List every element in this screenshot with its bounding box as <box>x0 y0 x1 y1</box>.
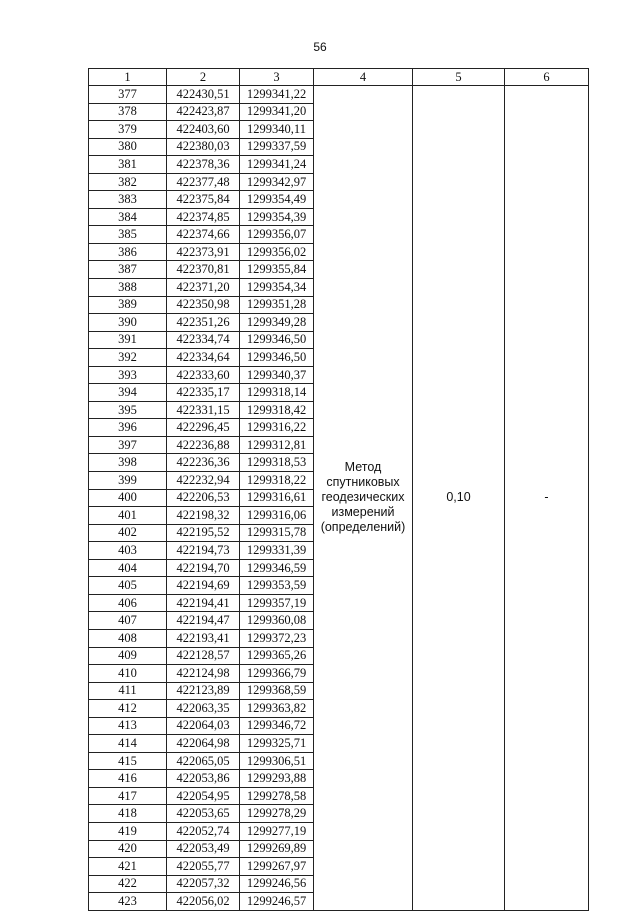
x-coordinate-cell: 422430,51 <box>167 86 240 104</box>
y-coordinate-cell: 1299316,22 <box>240 419 314 437</box>
extra-info-cell: - <box>505 86 589 911</box>
y-coordinate-cell: 1299269,89 <box>240 840 314 858</box>
point-number-cell: 405 <box>89 577 167 595</box>
point-number-cell: 395 <box>89 401 167 419</box>
x-coordinate-cell: 422194,69 <box>167 577 240 595</box>
point-number-cell: 423 <box>89 893 167 911</box>
header-col-4: 4 <box>314 69 413 86</box>
x-coordinate-cell: 422123,89 <box>167 682 240 700</box>
point-number-cell: 393 <box>89 366 167 384</box>
header-col-3: 3 <box>240 69 314 86</box>
y-coordinate-cell: 1299354,34 <box>240 279 314 297</box>
x-coordinate-cell: 422194,41 <box>167 594 240 612</box>
point-number-cell: 380 <box>89 138 167 156</box>
y-coordinate-cell: 1299365,26 <box>240 647 314 665</box>
y-coordinate-cell: 1299355,84 <box>240 261 314 279</box>
point-number-cell: 396 <box>89 419 167 437</box>
point-number-cell: 389 <box>89 296 167 314</box>
x-coordinate-cell: 422371,20 <box>167 279 240 297</box>
y-coordinate-cell: 1299372,23 <box>240 629 314 647</box>
x-coordinate-cell: 422124,98 <box>167 665 240 683</box>
x-coordinate-cell: 422374,85 <box>167 208 240 226</box>
method-text-line: измерений <box>331 505 395 520</box>
x-coordinate-cell: 422380,03 <box>167 138 240 156</box>
x-coordinate-cell: 422053,49 <box>167 840 240 858</box>
method-text-line: (определений) <box>320 520 406 535</box>
y-coordinate-cell: 1299318,53 <box>240 454 314 472</box>
x-coordinate-cell: 422053,65 <box>167 805 240 823</box>
y-coordinate-cell: 1299277,19 <box>240 822 314 840</box>
y-coordinate-cell: 1299340,11 <box>240 121 314 139</box>
point-number-cell: 383 <box>89 191 167 209</box>
y-coordinate-cell: 1299346,50 <box>240 349 314 367</box>
point-number-cell: 406 <box>89 594 167 612</box>
method-text-line: Метод <box>344 460 382 475</box>
x-coordinate-cell: 422370,81 <box>167 261 240 279</box>
x-coordinate-cell: 422378,36 <box>167 156 240 174</box>
table-header-row <box>89 69 589 86</box>
header-col-2: 2 <box>167 69 240 86</box>
x-coordinate-cell: 422334,74 <box>167 331 240 349</box>
y-coordinate-cell: 1299318,14 <box>240 384 314 402</box>
point-number-cell: 411 <box>89 682 167 700</box>
page-number: 56 <box>313 40 327 54</box>
point-number-cell: 404 <box>89 559 167 577</box>
x-coordinate-cell: 422198,32 <box>167 507 240 525</box>
y-coordinate-cell: 1299318,22 <box>240 472 314 490</box>
y-coordinate-cell: 1299354,39 <box>240 208 314 226</box>
method-text-line: геодезических <box>321 490 405 505</box>
x-coordinate-cell: 422194,70 <box>167 559 240 577</box>
y-coordinate-cell: 1299246,56 <box>240 875 314 893</box>
y-coordinate-cell: 1299341,24 <box>240 156 314 174</box>
x-coordinate-cell: 422351,26 <box>167 314 240 332</box>
x-coordinate-cell: 422403,60 <box>167 121 240 139</box>
y-coordinate-cell: 1299366,79 <box>240 665 314 683</box>
x-coordinate-cell: 422128,57 <box>167 647 240 665</box>
y-coordinate-cell: 1299353,59 <box>240 577 314 595</box>
method-text-line: спутниковых <box>326 475 400 490</box>
point-number-cell: 394 <box>89 384 167 402</box>
header-col-6: 6 <box>505 69 589 86</box>
y-coordinate-cell: 1299346,50 <box>240 331 314 349</box>
y-coordinate-cell: 1299349,28 <box>240 314 314 332</box>
x-coordinate-cell: 422333,60 <box>167 366 240 384</box>
y-coordinate-cell: 1299357,19 <box>240 594 314 612</box>
x-coordinate-cell: 422052,74 <box>167 822 240 840</box>
point-number-cell: 417 <box>89 787 167 805</box>
x-coordinate-cell: 422065,05 <box>167 752 240 770</box>
y-coordinate-cell: 1299340,37 <box>240 366 314 384</box>
point-number-cell: 381 <box>89 156 167 174</box>
y-coordinate-cell: 1299354,49 <box>240 191 314 209</box>
point-number-cell: 421 <box>89 858 167 876</box>
x-coordinate-cell: 422057,32 <box>167 875 240 893</box>
x-coordinate-cell: 422193,41 <box>167 629 240 647</box>
header-col-5: 5 <box>413 69 505 86</box>
x-coordinate-cell: 422236,36 <box>167 454 240 472</box>
x-coordinate-cell: 422236,88 <box>167 436 240 454</box>
point-number-cell: 408 <box>89 629 167 647</box>
y-coordinate-cell: 1299312,81 <box>240 436 314 454</box>
method-cell <box>314 86 413 911</box>
point-number-cell: 414 <box>89 735 167 753</box>
y-coordinate-cell: 1299316,06 <box>240 507 314 525</box>
y-coordinate-cell: 1299316,61 <box>240 489 314 507</box>
x-coordinate-cell: 422194,73 <box>167 542 240 560</box>
accuracy-cell: 0,10 <box>413 86 505 911</box>
x-coordinate-cell: 422423,87 <box>167 103 240 121</box>
point-number-cell: 407 <box>89 612 167 630</box>
y-coordinate-cell: 1299342,97 <box>240 173 314 191</box>
y-coordinate-cell: 1299278,58 <box>240 787 314 805</box>
point-number-cell: 385 <box>89 226 167 244</box>
y-coordinate-cell: 1299356,07 <box>240 226 314 244</box>
y-coordinate-cell: 1299315,78 <box>240 524 314 542</box>
point-number-cell: 415 <box>89 752 167 770</box>
x-coordinate-cell: 422053,86 <box>167 770 240 788</box>
point-number-cell: 391 <box>89 331 167 349</box>
point-number-cell: 418 <box>89 805 167 823</box>
point-number-cell: 401 <box>89 507 167 525</box>
y-coordinate-cell: 1299325,71 <box>240 735 314 753</box>
y-coordinate-cell: 1299337,59 <box>240 138 314 156</box>
point-number-cell: 410 <box>89 665 167 683</box>
point-number-cell: 416 <box>89 770 167 788</box>
x-coordinate-cell: 422064,03 <box>167 717 240 735</box>
point-number-cell: 398 <box>89 454 167 472</box>
point-number-cell: 397 <box>89 436 167 454</box>
point-number-cell: 377 <box>89 86 167 104</box>
y-coordinate-cell: 1299360,08 <box>240 612 314 630</box>
y-coordinate-cell: 1299346,72 <box>240 717 314 735</box>
point-number-cell: 399 <box>89 472 167 490</box>
point-number-cell: 392 <box>89 349 167 367</box>
table-row <box>89 86 589 104</box>
x-coordinate-cell: 422064,98 <box>167 735 240 753</box>
x-coordinate-cell: 422296,45 <box>167 419 240 437</box>
y-coordinate-cell: 1299293,88 <box>240 770 314 788</box>
y-coordinate-cell: 1299331,39 <box>240 542 314 560</box>
point-number-cell: 388 <box>89 279 167 297</box>
x-coordinate-cell: 422374,66 <box>167 226 240 244</box>
x-coordinate-cell: 422055,77 <box>167 858 240 876</box>
point-number-cell: 386 <box>89 243 167 261</box>
y-coordinate-cell: 1299356,02 <box>240 243 314 261</box>
y-coordinate-cell: 1299346,59 <box>240 559 314 577</box>
point-number-cell: 382 <box>89 173 167 191</box>
point-number-cell: 413 <box>89 717 167 735</box>
point-number-cell: 422 <box>89 875 167 893</box>
coordinates-table-body <box>89 69 589 911</box>
point-number-cell: 403 <box>89 542 167 560</box>
y-coordinate-cell: 1299246,57 <box>240 893 314 911</box>
y-coordinate-cell: 1299368,59 <box>240 682 314 700</box>
x-coordinate-cell: 422232,94 <box>167 472 240 490</box>
y-coordinate-cell: 1299363,82 <box>240 700 314 718</box>
x-coordinate-cell: 422373,91 <box>167 243 240 261</box>
x-coordinate-cell: 422334,64 <box>167 349 240 367</box>
point-number-cell: 390 <box>89 314 167 332</box>
x-coordinate-cell: 422194,47 <box>167 612 240 630</box>
point-number-cell: 420 <box>89 840 167 858</box>
point-number-cell: 412 <box>89 700 167 718</box>
y-coordinate-cell: 1299318,42 <box>240 401 314 419</box>
x-coordinate-cell: 422335,17 <box>167 384 240 402</box>
point-number-cell: 379 <box>89 121 167 139</box>
x-coordinate-cell: 422056,02 <box>167 893 240 911</box>
y-coordinate-cell: 1299341,22 <box>240 86 314 104</box>
x-coordinate-cell: 422054,95 <box>167 787 240 805</box>
y-coordinate-cell: 1299341,20 <box>240 103 314 121</box>
point-number-cell: 409 <box>89 647 167 665</box>
coordinates-table <box>88 68 589 911</box>
x-coordinate-cell: 422206,53 <box>167 489 240 507</box>
x-coordinate-cell: 422375,84 <box>167 191 240 209</box>
x-coordinate-cell: 422350,98 <box>167 296 240 314</box>
point-number-cell: 378 <box>89 103 167 121</box>
point-number-cell: 387 <box>89 261 167 279</box>
header-col-1: 1 <box>89 69 167 86</box>
x-coordinate-cell: 422063,35 <box>167 700 240 718</box>
x-coordinate-cell: 422195,52 <box>167 524 240 542</box>
y-coordinate-cell: 1299267,97 <box>240 858 314 876</box>
x-coordinate-cell: 422377,48 <box>167 173 240 191</box>
point-number-cell: 384 <box>89 208 167 226</box>
x-coordinate-cell: 422331,15 <box>167 401 240 419</box>
point-number-cell: 400 <box>89 489 167 507</box>
y-coordinate-cell: 1299306,51 <box>240 752 314 770</box>
point-number-cell: 402 <box>89 524 167 542</box>
point-number-cell: 419 <box>89 822 167 840</box>
y-coordinate-cell: 1299351,28 <box>240 296 314 314</box>
y-coordinate-cell: 1299278,29 <box>240 805 314 823</box>
